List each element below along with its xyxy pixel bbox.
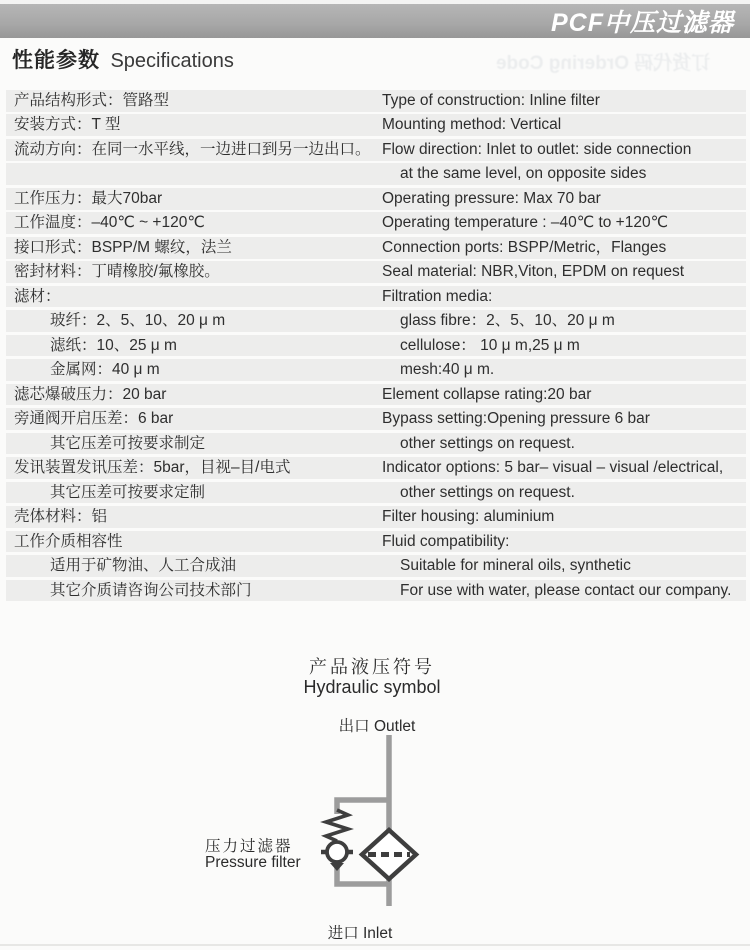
spec-cell-en: Filter housing: aluminium [382, 508, 555, 526]
pressure-filter-label-zh: 压力过滤器 [205, 838, 293, 855]
bypass-valve-symbol [321, 810, 353, 871]
valve-seat-triangle [330, 863, 344, 871]
diagram-title-en: Hydraulic symbol [303, 677, 441, 697]
spec-cell-en: glass fibre：2、5、10、20 μ m [400, 312, 615, 330]
spec-cell-zh: 滤材： [14, 287, 61, 305]
spec-row [6, 114, 746, 136]
spec-cell-zh: 其它压差可按要求定制 [50, 483, 206, 501]
spec-row [6, 482, 746, 504]
plumbing-lines [337, 735, 389, 906]
spec-cell-en: Flow direction: Inlet to outlet: side connection [382, 140, 692, 158]
spec-row [6, 335, 746, 357]
spec-cell-zh: 壳体材料：铝 [14, 508, 108, 526]
spec-cell-en: Filtration media: [382, 287, 493, 305]
spec-cell-en: other settings on request. [400, 434, 575, 452]
spec-cell-en: cellulose： 10 μ m,25 μ m [400, 336, 580, 354]
page-bottom-rule [0, 944, 750, 946]
spec-cell-zh: 流动方向：在同一水平线，一边进口到另一边出口。 [14, 140, 371, 158]
section-title [12, 44, 234, 74]
hydraulic-symbol-diagram [280, 698, 500, 913]
spec-cell-en: Operating pressure: Max 70 bar [382, 189, 601, 207]
spec-cell-zh: 其它介质请咨询公司技术部门 [50, 581, 252, 599]
spec-row [6, 433, 746, 455]
spec-row [6, 90, 746, 112]
spec-cell-en: Indicator options: 5 bar– visual – visual /electrical, [382, 459, 724, 477]
spec-row [6, 359, 746, 381]
spec-row [6, 580, 746, 602]
spec-cell-zh: 玻纤：2、5、10、20 μ m [50, 312, 226, 330]
filter-element-symbol [362, 830, 416, 879]
spec-row [6, 237, 746, 259]
spec-cell-en: Fluid compatibility: [382, 532, 510, 550]
spec-row [6, 139, 746, 161]
spec-row [6, 188, 746, 210]
spec-row [6, 531, 746, 553]
spec-cell-en: mesh:40 μ m. [400, 361, 495, 379]
spec-table [6, 90, 746, 604]
spec-cell-zh: 工作压力：最大70bar [14, 189, 163, 207]
spec-row [6, 261, 746, 283]
spec-row [6, 163, 746, 185]
page-header-bar [0, 4, 750, 38]
spec-cell-zh: 其它压差可按要求制定 [50, 434, 206, 452]
spec-cell-zh: 工作介质相容性 [14, 532, 123, 550]
pressure-filter-label-en: Pressure filter [205, 854, 301, 871]
spec-cell-zh: 安装方式：T 型 [14, 116, 121, 134]
spec-cell-en: Seal material: NBR,Viton, EPDM on request [382, 263, 685, 281]
spring-icon [326, 810, 348, 841]
spec-cell-en: Type of construction: Inline filter [382, 92, 600, 109]
spec-cell-zh: 旁通阀开启压差：6 bar [14, 410, 174, 428]
spec-cell-zh: 滤芯爆破压力：20 bar [14, 385, 167, 403]
spec-row [6, 506, 746, 528]
spec-cell-zh: 密封材料：丁晴橡胶/氟橡胶。 [14, 263, 220, 281]
spec-cell-en: Mounting method: Vertical [382, 116, 562, 134]
outlet-label: 出口 Outlet [338, 718, 416, 735]
spec-cell-en: Operating temperature : –40℃ to +120℃ [382, 214, 668, 232]
spec-row [6, 310, 746, 332]
reverse-page-ghost-text: 订货代码 Ordering Code [495, 53, 710, 74]
spec-cell-en: Bypass setting:Opening pressure 6 bar [382, 410, 650, 428]
spec-cell-zh: 适用于矿物油、人工合成油 [50, 557, 237, 575]
section-title-zh: 性能参数 [12, 49, 100, 72]
spec-row [6, 408, 746, 430]
spec-cell-en: Element collapse rating:20 bar [382, 385, 592, 403]
spec-cell-zh: 滤纸：10、25 μ m [50, 336, 177, 354]
spec-cell-zh: 金属网：40 μ m [50, 361, 160, 379]
spec-cell-en: For use with water, please contact our company. [400, 581, 732, 599]
spec-cell-zh: 发讯装置发讯压差：5bar，目视–目/电式 [14, 459, 291, 477]
spec-cell-en: Connection ports: BSPP/Metric，Flanges [382, 238, 667, 256]
check-ball-icon [327, 842, 347, 862]
spec-cell-zh: 产品结构形式：管路型 [14, 92, 170, 109]
spec-cell-en: other settings on request. [400, 483, 575, 501]
spec-row [6, 212, 746, 234]
spec-row [6, 457, 746, 479]
spec-row [6, 555, 746, 577]
spec-row [6, 286, 746, 308]
spec-cell-zh: 工作温度：–40℃ ~ +120℃ [14, 214, 205, 232]
spec-cell-en: at the same level, on opposite sides [400, 165, 647, 183]
page-title: PCF中压过滤器 [550, 9, 734, 37]
spec-cell-en: Suitable for mineral oils, synthetic [400, 557, 631, 575]
section-title-en: Specifications [110, 50, 234, 72]
spec-row [6, 384, 746, 406]
spec-cell-zh: 接口形式：BSPP/M 螺纹，法兰 [14, 238, 232, 256]
diagram-title-zh: 产品液压符号 [309, 657, 435, 677]
inlet-label: 进口 Inlet [327, 925, 393, 942]
